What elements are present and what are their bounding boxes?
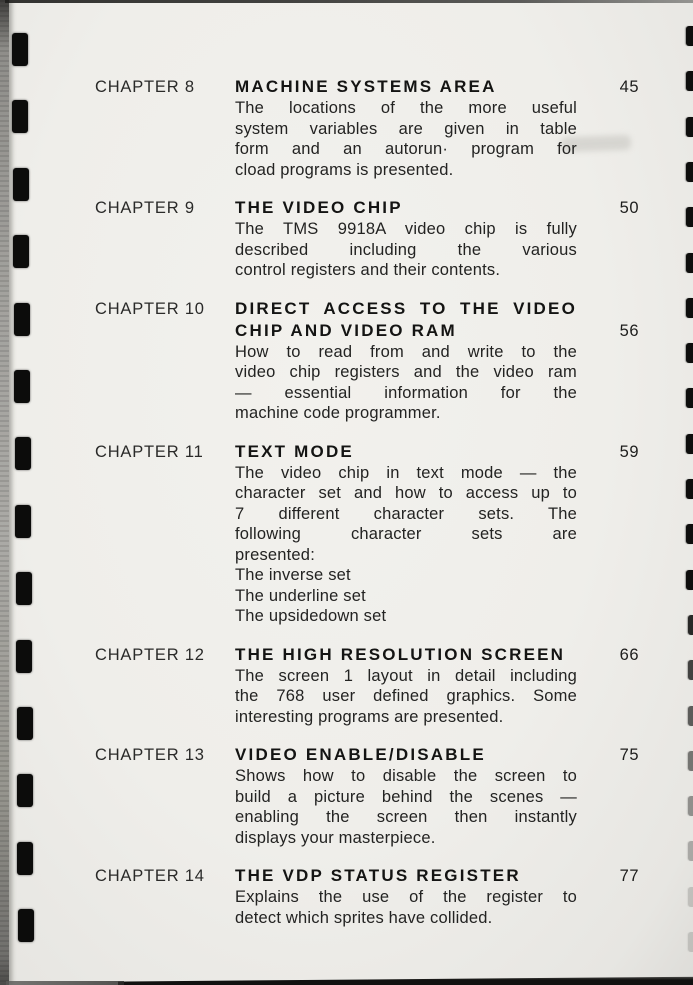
chapter-body: [235, 441, 577, 627]
description-line: control registers and their contents.: [235, 261, 501, 279]
page-bottom-edge-shadow-left: [6, 981, 124, 985]
facing-page-hole: [688, 796, 693, 816]
binding-hole: [14, 303, 30, 336]
page-top-edge-shadow: [5, 0, 693, 3]
description-line: The TMS 9918A video chip is fully: [235, 220, 577, 238]
description-line: interesting programs are presented.: [235, 707, 504, 726]
chapter-title: [235, 644, 577, 666]
chapter-description: [235, 98, 577, 180]
chapter-description: [235, 219, 577, 281]
description-line: following character sets are: [235, 525, 577, 543]
chapter-body: [235, 644, 577, 728]
title-line: THE VIDEO CHIP: [235, 198, 403, 217]
chapter-description: [235, 463, 577, 627]
binding-hole: [17, 707, 33, 740]
title-line: THE VDP STATUS REGISTER: [235, 866, 521, 885]
chapter-description: [235, 887, 577, 928]
description-line: form and an autorun· program for: [235, 140, 577, 158]
description-line: Shows how to disable the screen to: [235, 767, 577, 785]
description-list-item: The upsidedown set: [235, 607, 387, 625]
facing-page-hole: [686, 388, 693, 408]
binding-hole: [13, 235, 29, 268]
title-line: TEXT MODE: [235, 441, 354, 461]
facing-page-hole: [688, 932, 693, 952]
toc-entry: [95, 197, 653, 281]
description-line: The video chip in text mode — the: [235, 463, 577, 482]
facing-page-hole: [688, 706, 693, 726]
title-line: VIDEO ENABLE/DISABLE: [235, 745, 486, 764]
binding-hole: [16, 572, 32, 605]
title-line: CHIP AND VIDEO RAM: [235, 320, 457, 340]
description-line: video chip registers and the video ram: [235, 363, 577, 381]
toc-entry: [95, 744, 653, 848]
facing-page-hole: [686, 71, 693, 91]
facing-page-hole: [688, 660, 693, 680]
chapter-title: [235, 865, 577, 887]
description-line: — essential information for the: [235, 383, 577, 402]
page-number: 56: [619, 321, 639, 340]
facing-page-hole: [688, 887, 693, 907]
binding-hole: [16, 640, 32, 673]
binding-hole: [17, 842, 33, 875]
facing-page-hole: [686, 479, 693, 499]
page-number: 66: [619, 645, 639, 664]
chapter-body: [235, 865, 577, 928]
chapter-label: CHAPTER 10: [95, 299, 205, 318]
title-line: DIRECT ACCESS TO THE VIDEO: [235, 298, 577, 318]
binding-hole: [14, 370, 30, 403]
title-line: THE HIGH RESOLUTION SCREEN: [235, 644, 566, 664]
facing-page-hole: [686, 26, 693, 46]
facing-page-hole: [686, 162, 693, 182]
description-line: Explains the use of the register to: [235, 888, 577, 906]
title-line: MACHINE SYSTEMS AREA: [235, 77, 497, 96]
chapter-body: [235, 197, 577, 281]
facing-page-hole: [686, 524, 693, 544]
toc-entry: [95, 76, 653, 180]
binding-hole: [17, 774, 33, 807]
description-line: presented:: [235, 545, 315, 564]
chapter-label: CHAPTER 13: [95, 746, 205, 764]
facing-page-hole: [686, 298, 693, 318]
description-line: machine code programmer.: [235, 404, 441, 422]
chapter-title: [235, 441, 577, 463]
page-gutter-shadow: [0, 0, 9, 985]
facing-page-hole: [686, 570, 693, 590]
description-line: system variables are given in table: [235, 119, 577, 138]
facing-page-hole: [688, 615, 693, 635]
description-line: How to read from and write to the: [235, 342, 577, 361]
description-list-item: The underline set: [235, 586, 366, 605]
description-line: described including the various: [235, 240, 577, 259]
chapter-label: CHAPTER 9: [95, 199, 195, 217]
chapter-label: CHAPTER 14: [95, 867, 205, 885]
page-bottom-edge-shadow: [118, 976, 693, 985]
page-number: 77: [619, 867, 639, 885]
binding-hole: [18, 909, 34, 942]
description-line: 7 different character sets. The: [235, 504, 577, 523]
facing-page-hole: [688, 751, 693, 771]
table-of-contents: [95, 76, 653, 945]
description-line: detect which sprites have collided.: [235, 908, 493, 927]
description-line: displays your masterpiece.: [235, 828, 436, 847]
chapter-body: [235, 76, 577, 180]
facing-page-hole: [686, 343, 693, 363]
facing-page-hole: [686, 117, 693, 137]
chapter-title: [235, 298, 577, 342]
chapter-description: [235, 342, 577, 424]
chapter-label: CHAPTER 11: [95, 442, 204, 461]
page-number: 75: [619, 746, 639, 764]
toc-entry: [95, 441, 653, 627]
description-line: The locations of the more useful: [235, 99, 577, 117]
binding-hole: [12, 33, 28, 66]
chapter-title: [235, 76, 577, 98]
chapter-description: [235, 766, 577, 848]
page-number: 59: [619, 442, 639, 461]
facing-page-hole: [686, 207, 693, 227]
binding-hole: [12, 100, 28, 133]
facing-page-hole: [686, 253, 693, 273]
chapter-label: CHAPTER 8: [95, 78, 195, 96]
facing-page-hole: [686, 434, 693, 454]
chapter-description: [235, 666, 577, 728]
toc-entry: [95, 644, 653, 728]
binding-hole: [15, 437, 31, 470]
toc-entry: [95, 298, 653, 424]
description-list-item: The inverse set: [235, 566, 351, 584]
chapter-title: [235, 197, 577, 219]
chapter-body: [235, 298, 577, 424]
facing-page-hole: [688, 841, 693, 861]
binding-hole: [15, 505, 31, 538]
toc-entry: [95, 865, 653, 928]
description-line: the 768 user defined graphics. Some: [235, 687, 577, 705]
description-line: character set and how to access up to: [235, 484, 577, 502]
chapter-title: [235, 744, 577, 766]
page-number: 50: [619, 199, 639, 217]
binding-hole: [13, 168, 29, 201]
description-line: cload programs is presented.: [235, 160, 454, 179]
description-line: enabling the screen then instantly: [235, 808, 577, 826]
page-number: 45: [619, 78, 639, 96]
description-line: The screen 1 layout in detail including: [235, 666, 577, 685]
chapter-label: CHAPTER 12: [95, 645, 205, 664]
description-line: build a picture behind the scenes —: [235, 787, 577, 806]
chapter-body: [235, 744, 577, 848]
